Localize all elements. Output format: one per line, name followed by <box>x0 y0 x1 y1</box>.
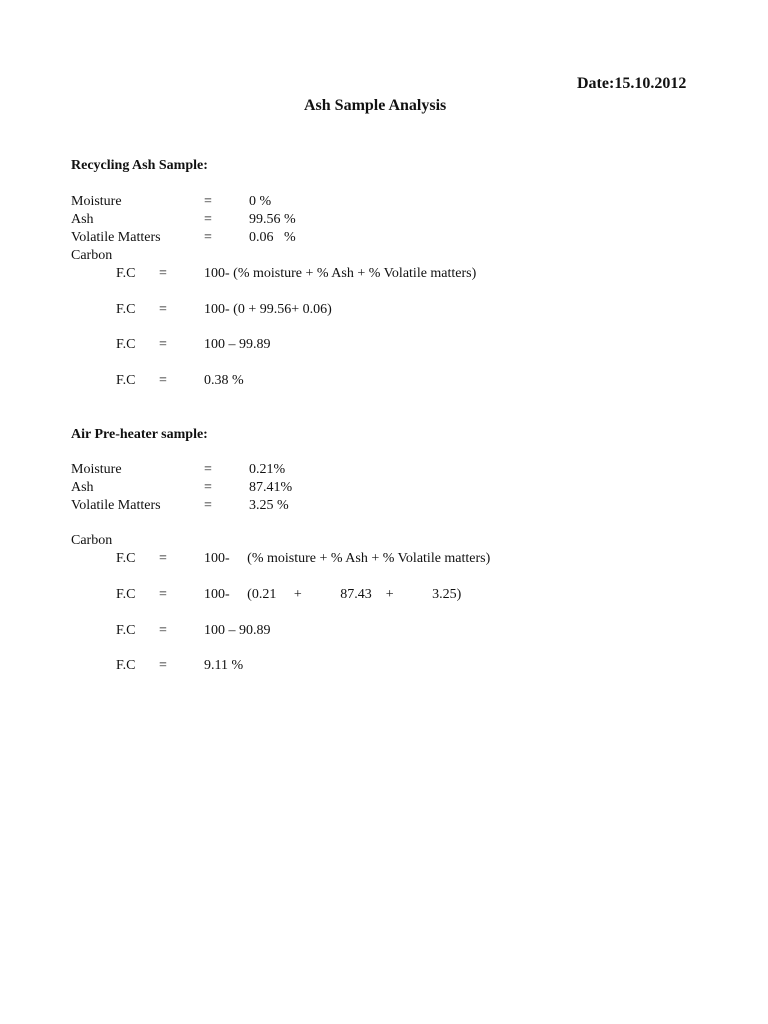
recycling-fc-substitution: 100- (0 + 99.56+ 0.06) <box>204 302 332 317</box>
airpreheater-fc-label: F.C <box>116 658 136 673</box>
airpreheater-heading: Air Pre-heater sample: <box>71 427 208 442</box>
airpreheater-moisture-value: 0.21% <box>249 462 286 477</box>
recycling-moisture-label: Moisture <box>71 194 122 209</box>
recycling-ash-label: Ash <box>71 212 94 227</box>
recycling-volatile-eq: = <box>204 230 212 245</box>
airpreheater-ash-eq: = <box>204 480 212 495</box>
airpreheater-carbon-label: Carbon <box>71 533 113 548</box>
airpreheater-ash-label: Ash <box>71 480 94 495</box>
airpreheater-fc-subtraction: 100 – 90.89 <box>204 623 271 638</box>
recycling-moisture-value: 0 % <box>249 194 272 209</box>
recycling-ash-value: 99.56 % <box>249 212 296 227</box>
recycling-fc-eq: = <box>159 302 167 317</box>
recycling-fc-result: 0.38 % <box>204 373 244 388</box>
recycling-fc-subtraction: 100 – 99.89 <box>204 337 271 352</box>
recycling-heading: Recycling Ash Sample: <box>71 158 208 173</box>
airpreheater-fc-eq: = <box>159 658 167 673</box>
airpreheater-volatile-value: 3.25 % <box>249 498 289 513</box>
airpreheater-fc-eq: = <box>159 587 167 602</box>
airpreheater-volatile-eq: = <box>204 498 212 513</box>
airpreheater-fc-substitution: 100- (0.21 + 87.43 + 3.25) <box>204 587 462 602</box>
airpreheater-moisture-eq: = <box>204 462 212 477</box>
airpreheater-fc-label: F.C <box>116 623 136 638</box>
recycling-moisture-eq: = <box>204 194 212 209</box>
recycling-fc-eq: = <box>159 337 167 352</box>
recycling-fc-label: F.C <box>116 373 136 388</box>
airpreheater-fc-formula: 100- (% moisture + % Ash + % Volatile matters) <box>204 551 491 566</box>
document-date: Date:15.10.2012 <box>577 75 687 92</box>
recycling-fc-label: F.C <box>116 266 136 281</box>
document-title: Ash Sample Analysis <box>304 97 447 114</box>
recycling-carbon-label: Carbon <box>71 248 113 263</box>
recycling-fc-label: F.C <box>116 302 136 317</box>
airpreheater-fc-result: 9.11 % <box>204 658 244 673</box>
recycling-volatile-value: 0.06 % <box>249 230 296 245</box>
airpreheater-ash-value: 87.41% <box>249 480 293 495</box>
airpreheater-fc-eq: = <box>159 551 167 566</box>
recycling-fc-label: F.C <box>116 337 136 352</box>
airpreheater-fc-eq: = <box>159 623 167 638</box>
airpreheater-fc-label: F.C <box>116 587 136 602</box>
recycling-fc-eq: = <box>159 266 167 281</box>
airpreheater-moisture-label: Moisture <box>71 462 122 477</box>
recycling-fc-formula: 100- (% moisture + % Ash + % Volatile matters) <box>204 266 477 281</box>
airpreheater-volatile-label: Volatile Matters <box>71 498 161 513</box>
recycling-fc-eq: = <box>159 373 167 388</box>
recycling-ash-eq: = <box>204 212 212 227</box>
airpreheater-fc-label: F.C <box>116 551 136 566</box>
recycling-volatile-label: Volatile Matters <box>71 230 161 245</box>
